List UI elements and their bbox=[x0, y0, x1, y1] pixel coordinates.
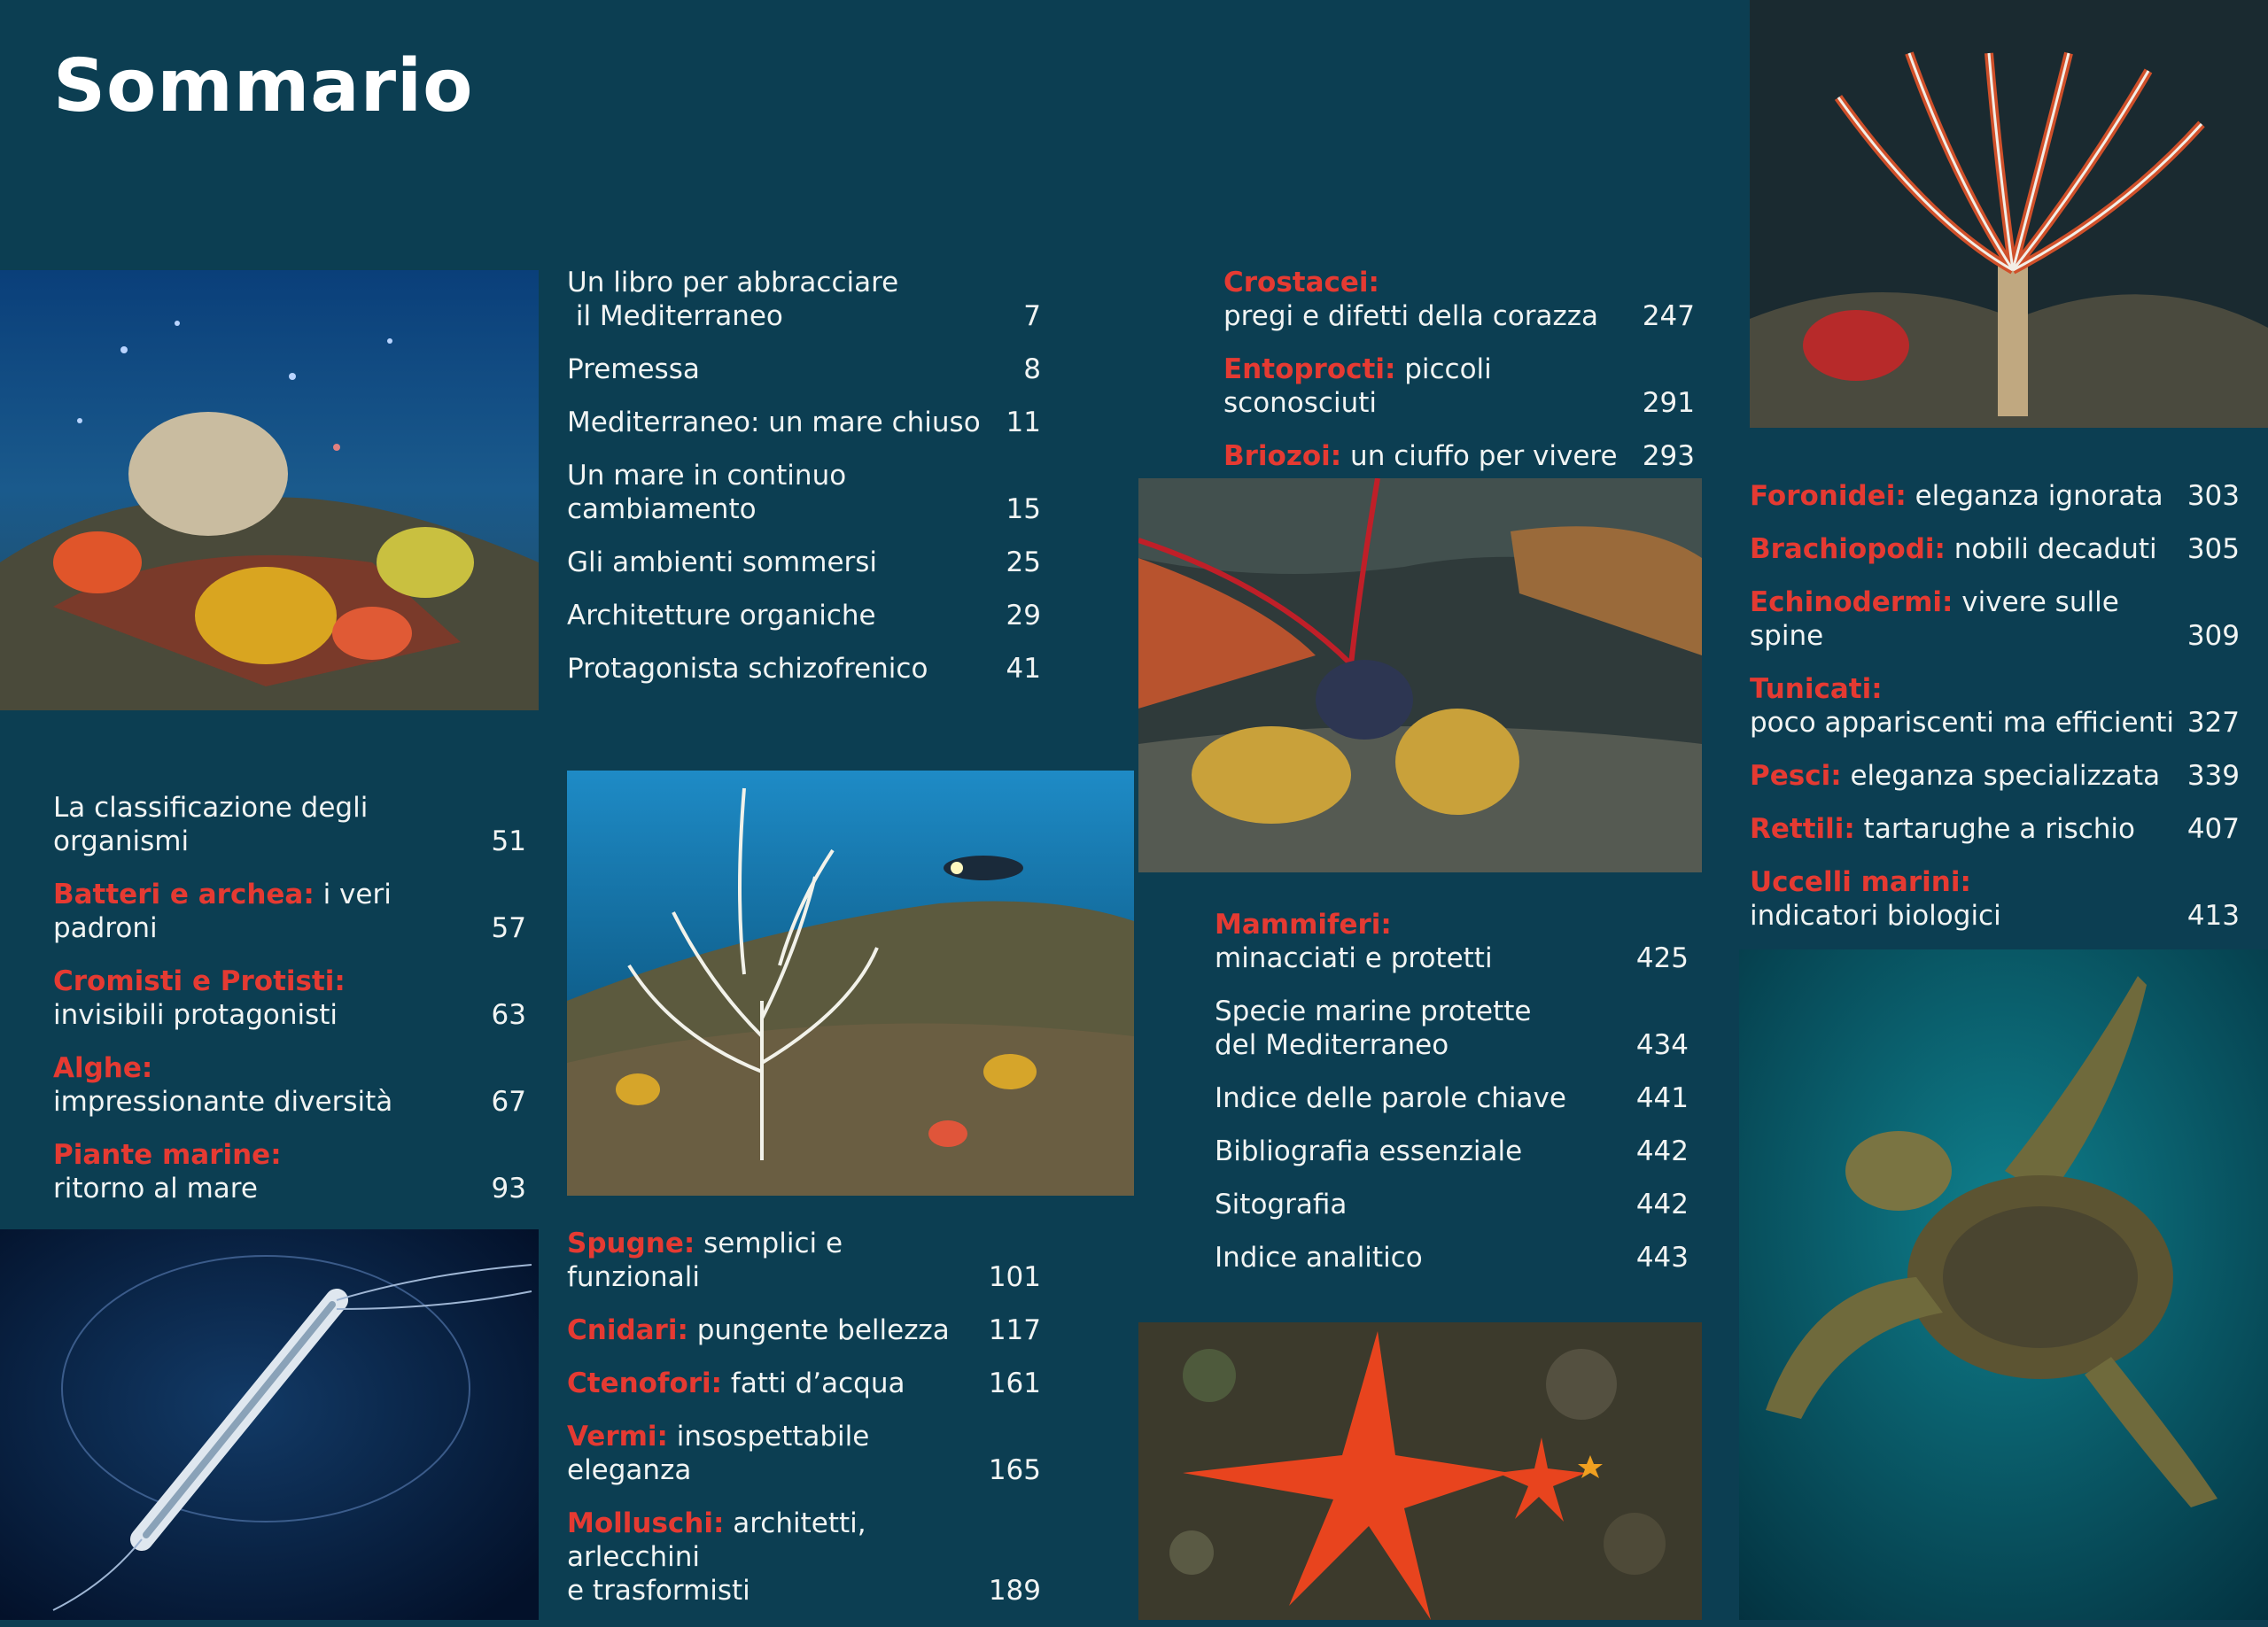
toc-entry-title: insospettabile eleganza bbox=[567, 1421, 870, 1486]
toc-page-number: 442 bbox=[1635, 1189, 1689, 1220]
toc-entry-title: Specie marine protette bbox=[1215, 996, 1532, 1027]
lobster-photo bbox=[1138, 478, 1702, 872]
toc-entry-title-cont: e trasformisti bbox=[567, 1575, 750, 1607]
toc-entry-title: Protagonista schizofrenico bbox=[567, 653, 928, 685]
toc-entry[interactable] bbox=[53, 791, 526, 858]
toc-entry-title: Gli ambienti sommersi bbox=[567, 546, 878, 578]
toc-entry[interactable] bbox=[53, 1138, 526, 1205]
toc-entry[interactable] bbox=[1750, 479, 2240, 513]
toc-entry-title: architetti, arlecchini bbox=[567, 1507, 866, 1573]
toc-category: Uccelli marini: bbox=[1750, 866, 1971, 898]
toc-entry-title: minacciati e protetti bbox=[1215, 942, 1493, 974]
toc-entry[interactable] bbox=[567, 406, 1041, 439]
toc-category: Pesci: bbox=[1750, 760, 1842, 792]
toc-entry-title: nobili decaduti bbox=[1945, 533, 2157, 565]
toc-entry-title: tartarughe a rischio bbox=[1854, 813, 2135, 845]
toc-entry[interactable] bbox=[1215, 995, 1689, 1062]
toc-page-number: 165 bbox=[988, 1454, 1041, 1486]
reef-photo bbox=[0, 270, 539, 710]
toc-page-number: 11 bbox=[1006, 407, 1041, 438]
toc-page-number: 303 bbox=[2186, 480, 2240, 512]
toc-page-number: 425 bbox=[1635, 942, 1689, 974]
toc-entry[interactable] bbox=[1223, 439, 1695, 473]
toc-entry[interactable] bbox=[1215, 1081, 1689, 1115]
toc-category: Rettili: bbox=[1750, 813, 1855, 845]
toc-entry-title: i veri padroni bbox=[53, 879, 392, 944]
toc-entry-title: piccoli sconosciuti bbox=[1223, 353, 1492, 419]
toc-entry[interactable] bbox=[1215, 908, 1689, 975]
toc-entry-title-cont: il Mediterraneo bbox=[567, 300, 783, 332]
toc-entry[interactable] bbox=[1750, 812, 2240, 846]
toc-entry-title: Indice analitico bbox=[1215, 1242, 1423, 1274]
toc-category: Mammiferi: bbox=[1215, 909, 1392, 941]
toc-entry[interactable] bbox=[1215, 1188, 1689, 1221]
toc-entry-title: semplici e funzionali bbox=[567, 1228, 843, 1293]
toc-entry-title: Mediterraneo: un mare chiuso bbox=[567, 407, 981, 438]
toc-page-number: 15 bbox=[1006, 493, 1041, 525]
toc-page-number: 93 bbox=[491, 1173, 526, 1205]
toc-entry[interactable] bbox=[1223, 266, 1695, 333]
toc-page-number: 339 bbox=[2186, 760, 2240, 792]
toc-category: Cromisti e Protisti: bbox=[53, 965, 346, 997]
toc-page-number: 309 bbox=[2186, 620, 2240, 652]
toc-entry-title-cont: del Mediterraneo bbox=[1215, 1029, 1449, 1061]
toc-entry[interactable] bbox=[567, 546, 1041, 579]
toc-category: Briozoi: bbox=[1223, 440, 1342, 472]
toc-entry-title: eleganza ignorata bbox=[1906, 480, 2163, 512]
toc-entry[interactable] bbox=[1750, 532, 2240, 566]
toc-page-number: 63 bbox=[491, 999, 526, 1031]
toc-category: Alghe: bbox=[53, 1052, 153, 1084]
toc-entry[interactable] bbox=[567, 1227, 1041, 1294]
toc-category: Entoprocti: bbox=[1223, 353, 1396, 385]
toc-entry-title: un ciuffo per vivere bbox=[1341, 440, 1618, 472]
toc-entry-title: eleganza specializzata bbox=[1841, 760, 2161, 792]
toc-entry-title-cont: cambiamento bbox=[567, 493, 757, 525]
toc-page-number: 29 bbox=[1006, 600, 1041, 631]
toc-entry-title: pregi e difetti della corazza bbox=[1223, 300, 1599, 332]
toc-category: Echinodermi: bbox=[1750, 586, 1953, 618]
toc-category: Foronidei: bbox=[1750, 480, 1907, 512]
toc-category: Cnidari: bbox=[567, 1314, 688, 1346]
gorgonian-photo bbox=[567, 771, 1134, 1196]
toc-entry[interactable] bbox=[567, 1420, 1041, 1487]
toc-page-number: 41 bbox=[1006, 653, 1041, 685]
toc-page-number: 57 bbox=[491, 912, 526, 944]
toc-page-number: 293 bbox=[1642, 440, 1695, 472]
toc-entry[interactable] bbox=[1750, 585, 2240, 653]
toc-page-number: 247 bbox=[1642, 300, 1695, 332]
toc-entry-title: Indice delle parole chiave bbox=[1215, 1082, 1566, 1114]
toc-entry-title: invisibili protagonisti bbox=[53, 999, 338, 1031]
toc-entry[interactable] bbox=[567, 1507, 1041, 1608]
toc-entry-title: La classificazione degli organismi bbox=[53, 792, 369, 857]
toc-page-number: 189 bbox=[988, 1575, 1041, 1607]
toc-column-1 bbox=[53, 791, 526, 1225]
toc-category: Crostacei: bbox=[1223, 267, 1379, 298]
toc-entry[interactable] bbox=[53, 1051, 526, 1119]
ctenophore-photo bbox=[0, 1229, 539, 1620]
toc-column-3-top bbox=[1223, 266, 1695, 492]
toc-page-number: 413 bbox=[2186, 900, 2240, 932]
toc-category: Vermi: bbox=[567, 1421, 668, 1453]
page-title: Sommario bbox=[53, 44, 474, 128]
toc-entry-title: impressionante diversità bbox=[53, 1086, 393, 1118]
toc-page-number: 51 bbox=[491, 825, 526, 857]
toc-page-number: 161 bbox=[988, 1367, 1041, 1399]
toc-entry[interactable] bbox=[567, 652, 1041, 686]
toc-entry-title: vivere sulle spine bbox=[1750, 586, 2119, 652]
tubeworm-photo bbox=[1750, 0, 2268, 428]
toc-entry-title: Un libro per abbracciare bbox=[567, 267, 899, 298]
toc-page-number: 291 bbox=[1642, 387, 1695, 419]
toc-entry[interactable] bbox=[567, 1313, 1041, 1347]
toc-entry[interactable] bbox=[1750, 865, 2240, 933]
toc-column-2-bottom bbox=[567, 1227, 1041, 1627]
toc-category: Ctenofori: bbox=[567, 1367, 723, 1399]
toc-category: Molluschi: bbox=[567, 1507, 725, 1539]
starfish-photo bbox=[1138, 1322, 1702, 1620]
toc-page-number: 7 bbox=[1023, 300, 1041, 332]
toc-page-number: 67 bbox=[491, 1086, 526, 1118]
toc-page-number: 327 bbox=[2186, 707, 2240, 739]
toc-category: Brachiopodi: bbox=[1750, 533, 1946, 565]
toc-column-3-bottom bbox=[1215, 908, 1689, 1294]
toc-entry-title: Sitografia bbox=[1215, 1189, 1348, 1220]
toc-entry[interactable] bbox=[1750, 759, 2240, 793]
toc-entry-title: indicatori biologici bbox=[1750, 900, 2001, 932]
toc-page-number: 305 bbox=[2186, 533, 2240, 565]
toc-entry-title: poco appariscenti ma efficienti bbox=[1750, 707, 2174, 739]
toc-entry-title: Bibliografia essenziale bbox=[1215, 1135, 1523, 1167]
toc-page-number: 407 bbox=[2186, 813, 2240, 845]
toc-entry[interactable] bbox=[1215, 1135, 1689, 1168]
toc-entry[interactable] bbox=[53, 965, 526, 1032]
toc-entry-title: pungente bellezza bbox=[687, 1314, 950, 1346]
toc-entry[interactable] bbox=[1223, 353, 1695, 420]
toc-column-4 bbox=[1750, 479, 2240, 952]
toc-page-number: 25 bbox=[1006, 546, 1041, 578]
toc-category: Batteri e archea: bbox=[53, 879, 315, 910]
toc-page-number: 443 bbox=[1635, 1242, 1689, 1274]
toc-page-number: 442 bbox=[1635, 1135, 1689, 1167]
toc-page-number: 117 bbox=[988, 1314, 1041, 1346]
toc-category: Spugne: bbox=[567, 1228, 695, 1259]
toc-entry[interactable] bbox=[1750, 672, 2240, 740]
toc-category: Tunicati: bbox=[1750, 673, 1883, 705]
toc-entry[interactable] bbox=[567, 459, 1041, 526]
toc-page-number: 8 bbox=[1023, 353, 1041, 385]
toc-entry[interactable] bbox=[53, 878, 526, 945]
toc-entry[interactable] bbox=[567, 1367, 1041, 1400]
toc-entry-title: Premessa bbox=[567, 353, 700, 385]
toc-page-number: 434 bbox=[1635, 1029, 1689, 1061]
toc-page-number: 101 bbox=[988, 1261, 1041, 1293]
toc-entry[interactable] bbox=[567, 266, 1041, 333]
toc-column-2-top bbox=[567, 266, 1041, 705]
toc-entry[interactable] bbox=[567, 353, 1041, 386]
toc-category: Piante marine: bbox=[53, 1139, 282, 1171]
toc-entry-title: ritorno al mare bbox=[53, 1173, 258, 1205]
toc-entry-title: Un mare in continuo bbox=[567, 460, 847, 492]
toc-entry[interactable] bbox=[567, 599, 1041, 632]
toc-entry-title: Architetture organiche bbox=[567, 600, 876, 631]
toc-entry[interactable] bbox=[1215, 1241, 1689, 1274]
toc-page-number: 441 bbox=[1635, 1082, 1689, 1114]
sea-turtle-photo bbox=[1739, 949, 2268, 1620]
toc-entry-title: fatti d’acqua bbox=[722, 1367, 905, 1399]
